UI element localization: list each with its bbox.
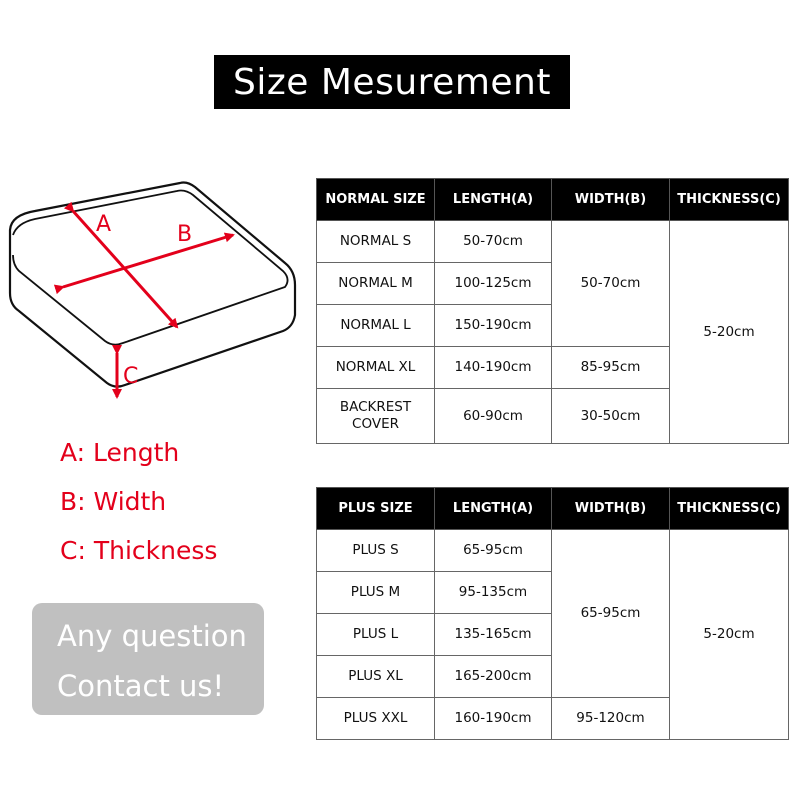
contact-line-1: Any question <box>57 619 247 653</box>
legend-thickness: C: Thickness <box>60 536 218 565</box>
table-header-row <box>317 488 789 530</box>
length-cell: 50-70cm <box>435 221 552 263</box>
header-size: NORMAL SIZE <box>317 179 435 221</box>
header-width: WIDTH(B) <box>552 179 670 221</box>
thickness-cell: 5-20cm <box>670 530 789 740</box>
size-cell: PLUS M <box>317 572 435 614</box>
page-title: Size Mesurement <box>214 55 570 109</box>
contact-box[interactable] <box>32 603 264 715</box>
header-size: PLUS SIZE <box>317 488 435 530</box>
size-cell: PLUS XXL <box>317 698 435 740</box>
table-row <box>317 221 789 263</box>
cushion-diagram <box>5 175 300 405</box>
width-cell: 85-95cm <box>552 347 670 389</box>
length-cell: 150-190cm <box>435 305 552 347</box>
label-a: A <box>96 212 112 237</box>
header-width: WIDTH(B) <box>552 488 670 530</box>
table-header-row <box>317 179 789 221</box>
width-cell: 30-50cm <box>552 389 670 444</box>
thickness-cell: 5-20cm <box>670 221 789 444</box>
length-cell: 135-165cm <box>435 614 552 656</box>
length-cell: 95-135cm <box>435 572 552 614</box>
length-cell: 165-200cm <box>435 656 552 698</box>
normal-size-table <box>316 178 789 444</box>
width-cell: 65-95cm <box>552 530 670 698</box>
label-b: B <box>177 222 193 247</box>
legend-width: B: Width <box>60 487 167 516</box>
length-cell: 140-190cm <box>435 347 552 389</box>
plus-size-table <box>316 487 789 740</box>
cushion-outline <box>10 183 295 387</box>
header-thickness: THICKNESS(C) <box>670 488 789 530</box>
contact-line-2: Contact us! <box>57 669 225 703</box>
legend-length: A: Length <box>60 438 180 467</box>
size-cell: PLUS L <box>317 614 435 656</box>
header-length: LENGTH(A) <box>435 179 552 221</box>
backrest-label: BACKREST COVER <box>339 399 412 432</box>
length-cell: 65-95cm <box>435 530 552 572</box>
header-length: LENGTH(A) <box>435 488 552 530</box>
length-cell: 60-90cm <box>435 389 552 444</box>
length-cell: 100-125cm <box>435 263 552 305</box>
header-thickness: THICKNESS(C) <box>670 179 789 221</box>
size-cell: NORMAL M <box>317 263 435 305</box>
size-cell: PLUS XL <box>317 656 435 698</box>
size-cell: NORMAL L <box>317 305 435 347</box>
size-cell <box>317 389 435 444</box>
length-cell: 160-190cm <box>435 698 552 740</box>
label-c: C <box>123 364 139 389</box>
size-cell: PLUS S <box>317 530 435 572</box>
width-cell: 50-70cm <box>552 221 670 347</box>
table-row <box>317 530 789 572</box>
size-cell: NORMAL XL <box>317 347 435 389</box>
size-cell: NORMAL S <box>317 221 435 263</box>
width-cell: 95-120cm <box>552 698 670 740</box>
